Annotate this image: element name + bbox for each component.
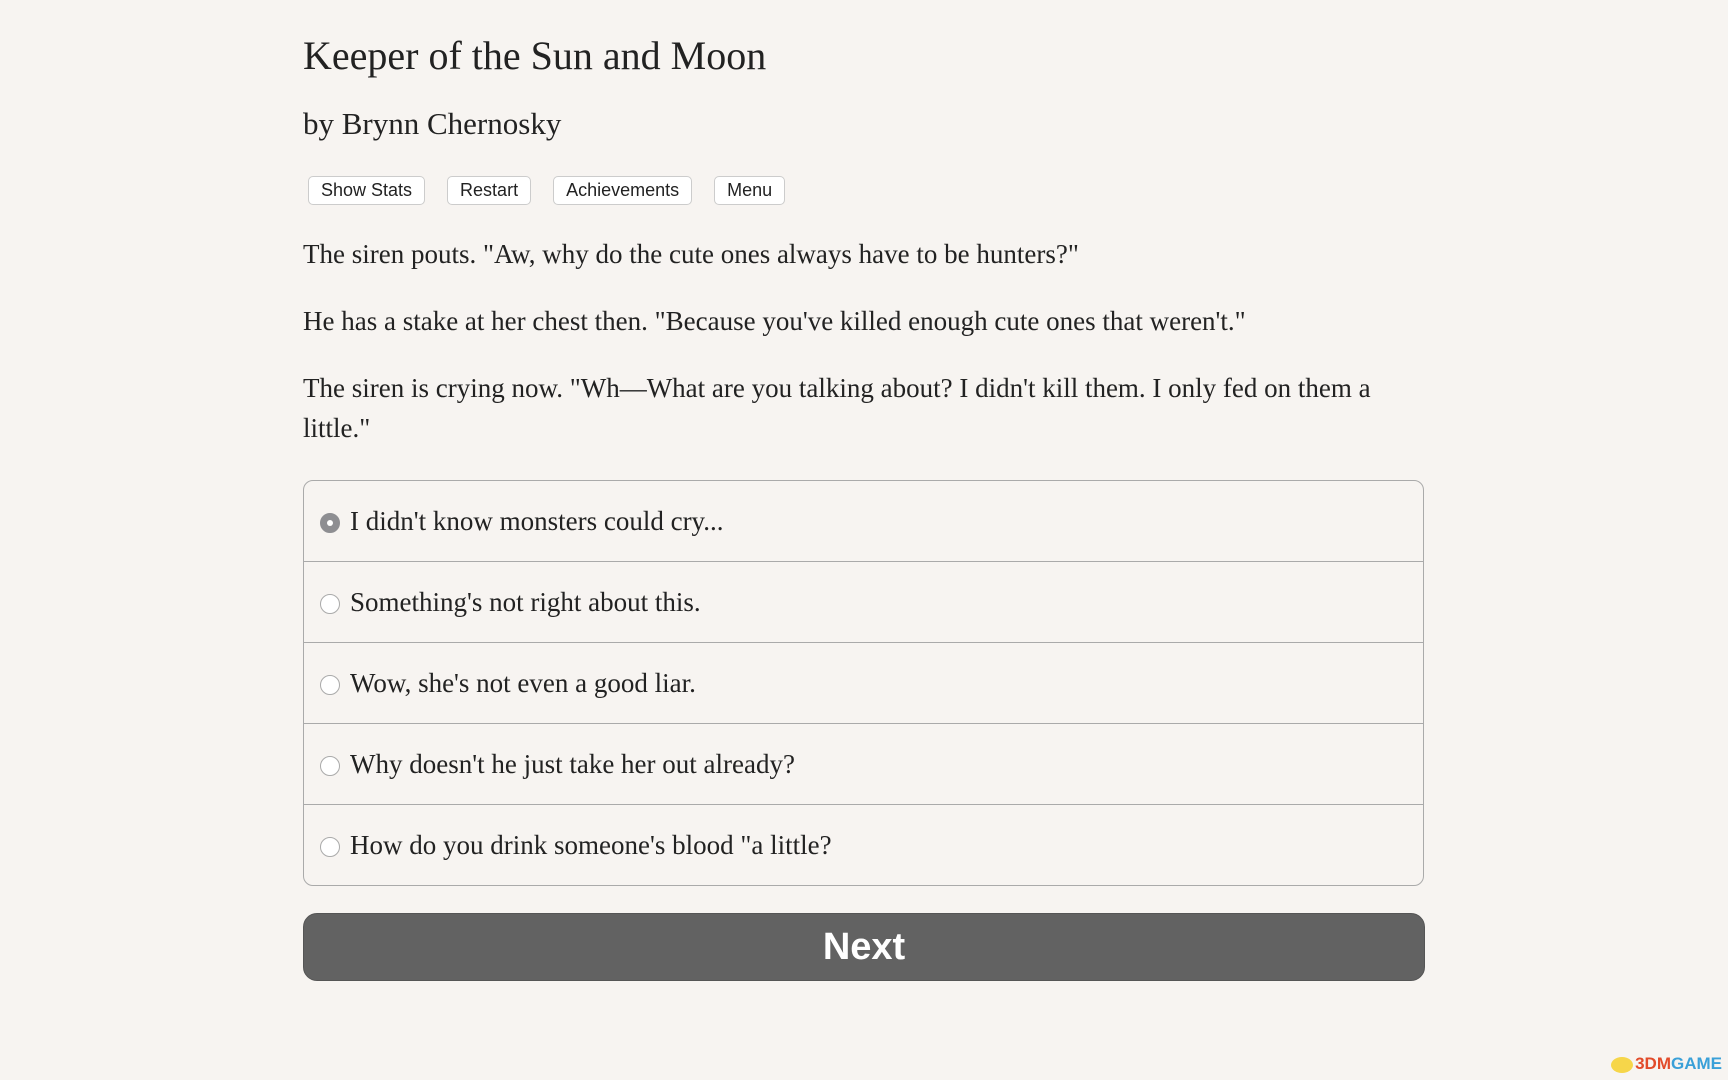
choice-option[interactable]: [304, 642, 1423, 723]
game-title: Keeper of the Sun and Moon: [303, 33, 767, 78]
choice-label: Why doesn't he just take her out already?: [350, 748, 795, 779]
choice-option[interactable]: [304, 481, 1423, 561]
choice-option[interactable]: [304, 804, 1423, 885]
menu-button[interactable]: Menu: [714, 176, 785, 205]
choice-label: How do you drink someone's blood "a little?: [350, 829, 832, 860]
story-paragraph: The siren is crying now. "Wh—What are you talking about? I didn't kill them. I only fed on them a little.": [303, 373, 1371, 443]
next-button[interactable]: Next: [303, 913, 1425, 981]
radio-icon[interactable]: [320, 675, 340, 695]
achievements-button[interactable]: Achievements: [553, 176, 692, 205]
radio-icon[interactable]: [320, 837, 340, 857]
choice-option[interactable]: [304, 561, 1423, 642]
choice-option[interactable]: [304, 723, 1423, 804]
watermark-text: 3DM: [1635, 1054, 1671, 1073]
show-stats-button[interactable]: Show Stats: [308, 176, 425, 205]
watermark-logo: [1611, 1054, 1722, 1074]
choice-label: Something's not right about this.: [350, 586, 701, 617]
game-author: by Brynn Chernosky: [303, 106, 562, 141]
radio-icon[interactable]: [320, 756, 340, 776]
watermark-text: GAME: [1671, 1054, 1722, 1073]
restart-button[interactable]: Restart: [447, 176, 531, 205]
toolbar: [308, 176, 785, 205]
choice-label: Wow, she's not even a good liar.: [350, 667, 696, 698]
choice-label: I didn't know monsters could cry...: [350, 505, 724, 536]
story-paragraph: He has a stake at her chest then. "Because you've killed enough cute ones that weren't.": [303, 306, 1246, 336]
radio-icon[interactable]: [320, 594, 340, 614]
radio-selected-icon[interactable]: [320, 513, 340, 533]
chick-mascot-icon: [1611, 1057, 1633, 1073]
choice-list: [303, 480, 1424, 886]
story-text: [303, 234, 1424, 475]
story-paragraph: The siren pouts. "Aw, why do the cute ones always have to be hunters?": [303, 239, 1079, 269]
